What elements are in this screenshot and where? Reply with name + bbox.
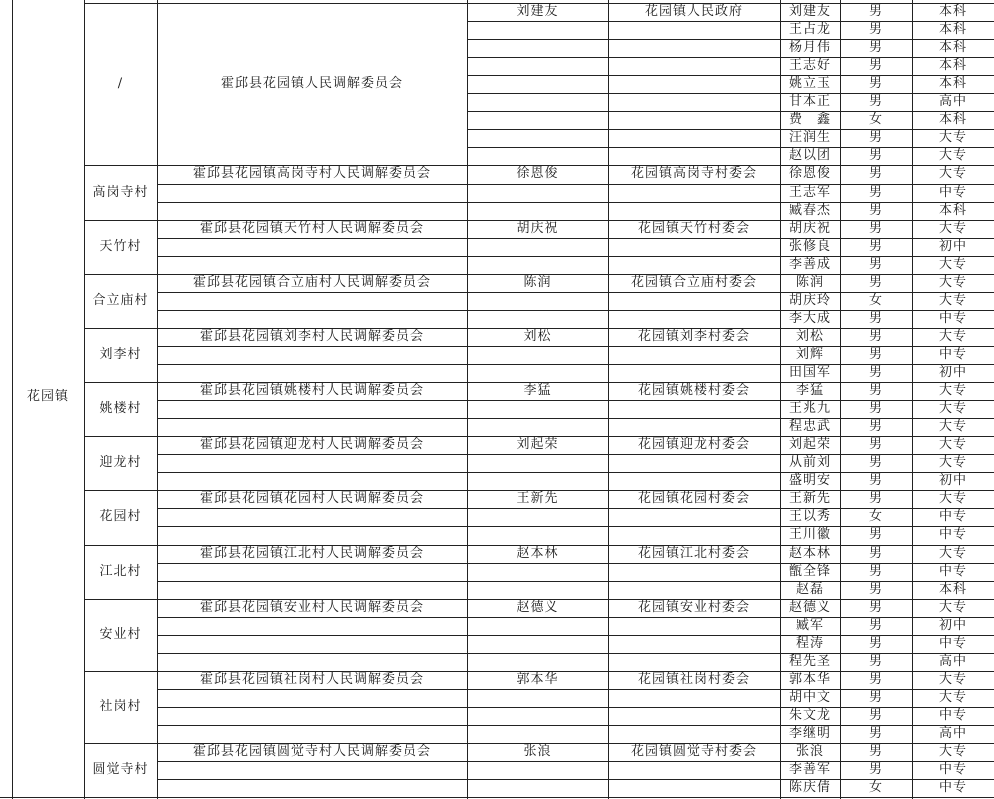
member-education: 中专: [938, 635, 967, 651]
member-name: 刘建友: [788, 4, 831, 19]
director-name: 李猛: [523, 383, 552, 399]
member-gender: 男: [868, 653, 883, 669]
member-education: 中专: [938, 346, 967, 362]
work-unit: 花园镇合立庙村委会: [630, 274, 757, 290]
table-horizontal-rule: [157, 184, 467, 185]
member-name: 徐恩俊: [788, 166, 831, 182]
committee-name: 霍邱县花园镇安业村人民调解委员会: [199, 599, 424, 615]
member-gender: 男: [868, 671, 883, 687]
village-name: 刘李村: [99, 346, 142, 362]
member-gender: 男: [868, 635, 883, 651]
member-name: 郭本华: [788, 671, 831, 687]
committee-name: 霍邱县花园镇合立庙村人民调解委员会: [192, 274, 431, 290]
member-name: 赵本林: [788, 545, 831, 561]
member-education: 中专: [938, 184, 967, 200]
table-horizontal-rule: [157, 364, 467, 365]
member-gender: 男: [868, 419, 883, 435]
member-name: 臧春杰: [788, 202, 831, 218]
member-name: 朱文龙: [788, 707, 831, 723]
work-unit: 花园镇天竹村委会: [637, 220, 750, 236]
village-name: 高岗寺村: [92, 184, 149, 200]
table-horizontal-rule: [157, 310, 467, 311]
member-gender: 男: [868, 220, 883, 236]
member-education: 中专: [938, 762, 967, 778]
table-horizontal-rule: [157, 256, 467, 257]
member-education: 本科: [938, 202, 967, 218]
director-name: 张浪: [523, 744, 552, 760]
village-name: 社岗村: [99, 698, 142, 714]
member-gender: 男: [868, 40, 883, 56]
member-name: 王占龙: [788, 22, 831, 38]
committee-name: 霍邱县花园镇姚楼村人民调解委员会: [199, 383, 424, 399]
table-horizontal-rule: [157, 617, 467, 618]
member-gender: 男: [868, 148, 883, 164]
member-name: 杨月伟: [788, 40, 831, 56]
member-education: 大专: [938, 455, 967, 471]
table-horizontal-rule: [157, 779, 467, 780]
member-gender: 男: [868, 346, 883, 362]
member-education: 大专: [938, 419, 967, 435]
member-gender: 男: [868, 22, 883, 38]
member-gender: 男: [868, 4, 883, 19]
member-gender: 男: [868, 58, 883, 74]
member-education: 本科: [938, 76, 967, 92]
member-name: 臧军: [795, 617, 824, 633]
work-unit: 花园镇安业村委会: [637, 599, 750, 615]
work-unit: 花园镇人民政府: [644, 4, 743, 19]
member-name: 甑全锋: [788, 563, 831, 579]
member-name: 盛明安: [788, 473, 831, 489]
member-gender: 男: [868, 707, 883, 723]
director-name: 赵本林: [516, 545, 559, 561]
member-name: 胡庆祝: [788, 220, 831, 236]
member-name: 赵磊: [795, 581, 824, 597]
member-gender: 男: [868, 545, 883, 561]
member-name: 王以秀: [788, 509, 831, 525]
committee-name: 霍邱县花园镇社岗村人民调解委员会: [199, 671, 424, 687]
village-name: 迎龙村: [99, 455, 142, 471]
member-education: 本科: [938, 4, 967, 19]
director-name: 刘松: [523, 328, 552, 344]
table-horizontal-rule: [157, 202, 467, 203]
member-gender: 男: [868, 401, 883, 417]
village-name: 花园村: [99, 509, 142, 525]
member-gender: 男: [868, 473, 883, 489]
member-education: 大专: [938, 166, 967, 182]
member-name: 李继明: [788, 726, 831, 741]
director-name: 刘建友: [516, 4, 559, 19]
work-unit: 花园镇高岗寺村委会: [630, 166, 757, 182]
work-unit: 花园镇花园村委会: [637, 491, 750, 507]
member-gender: 男: [868, 94, 883, 110]
member-gender: 男: [868, 744, 883, 760]
committee-name: 霍邱县花园镇人民调解委员会: [220, 76, 403, 92]
member-gender: 男: [868, 130, 883, 146]
member-name: 王川徽: [788, 527, 831, 543]
member-name: 王新先: [788, 491, 831, 507]
committee-name: 霍邱县花园镇江北村人民调解委员会: [199, 545, 424, 561]
work-unit: 花园镇姚楼村委会: [637, 383, 750, 399]
work-unit: 花园镇江北村委会: [637, 545, 750, 561]
member-education: 大专: [938, 401, 967, 417]
member-gender: 男: [868, 762, 883, 778]
member-name: 程涛: [795, 635, 824, 651]
table-horizontal-rule: [157, 725, 467, 726]
village-name: 姚楼村: [99, 401, 142, 417]
member-education: 大专: [938, 599, 967, 615]
work-unit: 花园镇刘李村委会: [637, 328, 750, 344]
member-name: 王兆九: [788, 401, 831, 417]
member-gender: 男: [868, 563, 883, 579]
member-education: 大专: [938, 744, 967, 760]
member-gender: 男: [868, 527, 883, 543]
member-name: 张修良: [788, 238, 831, 254]
member-education: 高中: [938, 653, 967, 669]
member-gender: 男: [868, 202, 883, 218]
table-horizontal-rule: [157, 563, 467, 564]
table-horizontal-rule: [157, 707, 467, 708]
member-education: 大专: [938, 545, 967, 561]
village-name: 江北村: [99, 563, 142, 579]
member-gender: 男: [868, 166, 883, 182]
committee-name: 霍邱县花园镇圆觉寺村人民调解委员会: [192, 744, 431, 760]
member-name: 刘松: [795, 328, 824, 344]
member-gender: 女: [868, 112, 883, 128]
member-education: 高中: [938, 726, 967, 741]
table-horizontal-rule: [157, 653, 467, 654]
member-name: 赵德义: [788, 599, 831, 615]
member-education: 初中: [938, 238, 967, 254]
table-horizontal-rule: [157, 400, 467, 401]
director-name: 胡庆祝: [516, 220, 559, 236]
member-name: 陈庆倩: [788, 780, 831, 796]
committee-name: 霍邱县花园镇天竹村人民调解委员会: [199, 220, 424, 236]
member-name: 赵以团: [788, 148, 831, 164]
member-gender: 男: [868, 437, 883, 453]
member-gender: 男: [868, 365, 883, 380]
table-horizontal-rule: [157, 526, 467, 527]
director-name: 赵德义: [516, 599, 559, 615]
town-name: 花园镇: [26, 389, 69, 404]
committee-name: 霍邱县花园镇迎龙村人民调解委员会: [199, 437, 424, 453]
member-gender: 男: [868, 689, 883, 705]
member-name: 刘起荣: [788, 437, 831, 453]
member-name: 从前刘: [788, 455, 831, 471]
member-education: 中专: [938, 780, 967, 796]
member-education: 中专: [938, 527, 967, 543]
member-name: 王志军: [788, 184, 831, 200]
work-unit: 花园镇迎龙村委会: [637, 437, 750, 453]
member-education: 大专: [938, 689, 967, 705]
committee-name: 霍邱县花园镇刘李村人民调解委员会: [199, 328, 424, 344]
member-gender: 男: [868, 726, 883, 741]
table-horizontal-rule: [0, 797, 994, 798]
table-horizontal-rule: [157, 238, 467, 239]
table-horizontal-rule: [157, 292, 467, 293]
member-name: 姚立玉: [788, 76, 831, 92]
village-name: 合立庙村: [92, 292, 149, 308]
member-name: 程忠武: [788, 419, 831, 435]
director-name: 徐恩俊: [516, 166, 559, 182]
member-gender: 男: [868, 238, 883, 254]
member-education: 大专: [938, 130, 967, 146]
member-name: 胡庆玲: [788, 292, 831, 308]
director-name: 王新先: [516, 491, 559, 507]
member-education: 大专: [938, 491, 967, 507]
member-name: 田国军: [788, 365, 831, 380]
table-horizontal-rule: [157, 346, 467, 347]
village-name: 安业村: [99, 626, 142, 642]
member-name: 陈润: [795, 274, 824, 290]
member-education: 中专: [938, 707, 967, 723]
member-education: 本科: [938, 58, 967, 74]
member-gender: 男: [868, 491, 883, 507]
member-gender: 女: [868, 509, 883, 525]
work-unit: 花园镇圆觉寺村委会: [630, 744, 757, 760]
member-name: 甘本正: [788, 94, 831, 110]
table-horizontal-rule: [157, 581, 467, 582]
member-gender: 男: [868, 599, 883, 615]
table-horizontal-rule: [157, 418, 467, 419]
director-name: 刘起荣: [516, 437, 559, 453]
table-horizontal-rule: [84, 3, 467, 4]
member-name: 刘辉: [795, 346, 824, 362]
member-education: 本科: [938, 581, 967, 597]
member-gender: 男: [868, 383, 883, 399]
member-education: 大专: [938, 383, 967, 399]
work-unit: 花园镇社岗村委会: [637, 671, 750, 687]
member-education: 中专: [938, 310, 967, 326]
member-name: 张浪: [795, 744, 824, 760]
member-name: 胡中文: [788, 689, 831, 705]
member-education: 初中: [938, 365, 967, 380]
member-education: 本科: [938, 40, 967, 56]
table-horizontal-rule: [157, 635, 467, 636]
member-education: 中专: [938, 509, 967, 525]
member-education: 大专: [938, 328, 967, 344]
member-gender: 男: [868, 310, 883, 326]
member-education: 大专: [938, 437, 967, 453]
village-name: 圆觉寺村: [92, 762, 149, 778]
member-gender: 男: [868, 617, 883, 633]
member-name: 程先圣: [788, 653, 831, 669]
member-gender: 男: [868, 184, 883, 200]
member-name: 汪润生: [788, 130, 831, 146]
member-education: 大专: [938, 256, 967, 272]
committee-name: 霍邱县花园镇花园村人民调解委员会: [199, 491, 424, 507]
member-education: 大专: [938, 220, 967, 236]
table-horizontal-rule: [157, 761, 467, 762]
member-education: 大专: [938, 292, 967, 308]
member-education: 初中: [938, 473, 967, 489]
member-name: 李猛: [795, 383, 824, 399]
member-education: 本科: [938, 22, 967, 38]
member-name: 费 鑫: [788, 112, 831, 128]
member-gender: 男: [868, 76, 883, 92]
member-gender: 女: [868, 780, 883, 796]
member-name: 李大成: [788, 310, 831, 326]
member-gender: 男: [868, 274, 883, 290]
member-gender: 男: [868, 581, 883, 597]
member-education: 高中: [938, 94, 967, 110]
member-education: 中专: [938, 563, 967, 579]
member-education: 大专: [938, 671, 967, 687]
member-gender: 女: [868, 292, 883, 308]
village-name: 天竹村: [99, 238, 142, 254]
member-gender: 男: [868, 328, 883, 344]
table-horizontal-rule: [157, 689, 467, 690]
member-education: 初中: [938, 617, 967, 633]
member-education: 本科: [938, 112, 967, 128]
village-name: /: [117, 76, 124, 92]
member-name: 王志好: [788, 58, 831, 74]
member-education: 大专: [938, 274, 967, 290]
member-name: 李善军: [788, 762, 831, 778]
committee-name: 霍邱县花园镇高岗寺村人民调解委员会: [192, 166, 431, 182]
table-horizontal-rule: [157, 472, 467, 473]
member-gender: 男: [868, 256, 883, 272]
member-name: 李善成: [788, 256, 831, 272]
member-gender: 男: [868, 455, 883, 471]
director-name: 郭本华: [516, 671, 559, 687]
director-name: 陈润: [523, 274, 552, 290]
member-education: 大专: [938, 148, 967, 164]
